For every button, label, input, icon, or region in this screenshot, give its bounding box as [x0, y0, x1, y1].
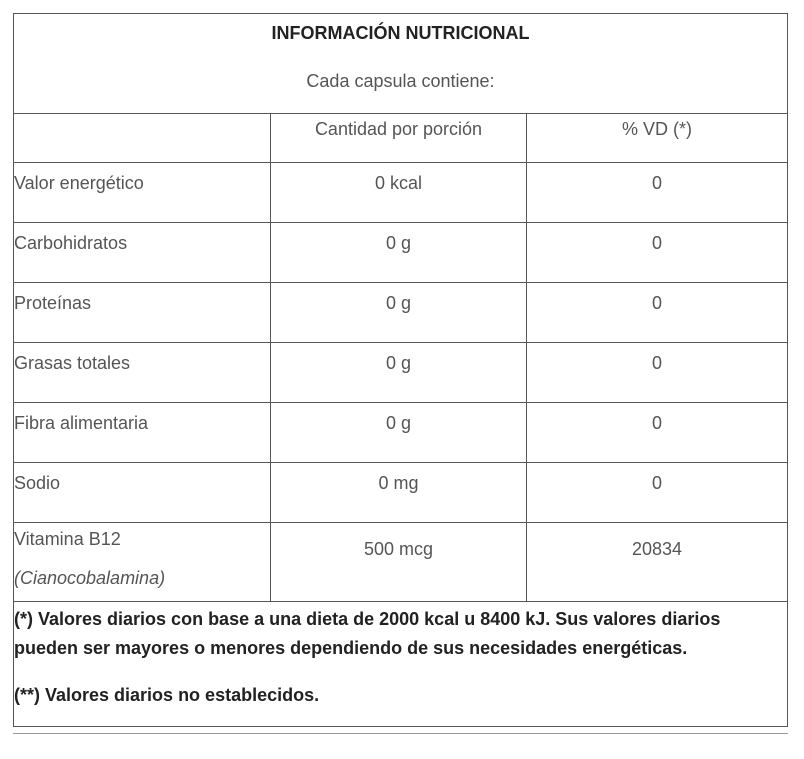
column-header-empty [14, 114, 271, 163]
vitamin-name: Vitamina B12 [14, 529, 121, 549]
nutrient-vd: 0 [527, 283, 788, 343]
table-subtitle: Cada capsula contiene: [306, 71, 495, 91]
nutrition-panel [13, 13, 788, 727]
table-title: INFORMACIÓN NUTRICIONAL [271, 23, 530, 43]
nutrient-amount: 0 g [271, 283, 527, 343]
table-row [14, 223, 788, 283]
footnote-daily-values: (*) Valores diarios con base a una dieta de 2000 kcal u 8400 kJ. Sus valores diarios pueden ser mayores o menores dependiendo de sus necesidades energéticas. [14, 609, 721, 658]
nutrient-name: Valor energético [14, 163, 271, 223]
nutrient-vd: 0 [527, 463, 788, 523]
nutrient-name: Sodio [14, 463, 271, 523]
column-header-row [14, 114, 788, 163]
table-row [14, 463, 788, 523]
nutrient-amount: 0 kcal [271, 163, 527, 223]
nutrient-vd: 20834 [527, 523, 788, 602]
nutrient-amount: 0 g [271, 403, 527, 463]
column-header-vd: % VD (*) [527, 114, 788, 163]
nutrient-name: Grasas totales [14, 343, 271, 403]
bottom-divider [13, 733, 788, 734]
nutrient-name: Proteínas [14, 283, 271, 343]
nutrient-vd: 0 [527, 343, 788, 403]
footnote-not-established: (**) Valores diarios no establecidos. [14, 685, 320, 705]
nutrient-amount: 0 g [271, 343, 527, 403]
nutrient-vd: 0 [527, 403, 788, 463]
table-header-row [14, 14, 788, 114]
table-header-cell [14, 14, 788, 114]
nutrient-amount: 0 g [271, 223, 527, 283]
table-row [14, 283, 788, 343]
nutrition-table [13, 13, 788, 727]
table-row [14, 343, 788, 403]
table-row [14, 403, 788, 463]
nutrient-amount: 500 mcg [271, 523, 527, 602]
column-header-amount: Cantidad por porción [271, 114, 527, 163]
nutrient-vd: 0 [527, 163, 788, 223]
nutrient-name: Carbohidratos [14, 223, 271, 283]
nutrient-amount: 0 mg [271, 463, 527, 523]
table-row-vitamin [14, 523, 788, 602]
notes-cell [14, 602, 788, 727]
nutrient-name: Fibra alimentaria [14, 403, 271, 463]
nutrient-name [14, 523, 271, 602]
table-row [14, 163, 788, 223]
nutrient-vd: 0 [527, 223, 788, 283]
vitamin-detail: (Cianocobalamina) [14, 568, 166, 588]
notes-row [14, 602, 788, 727]
